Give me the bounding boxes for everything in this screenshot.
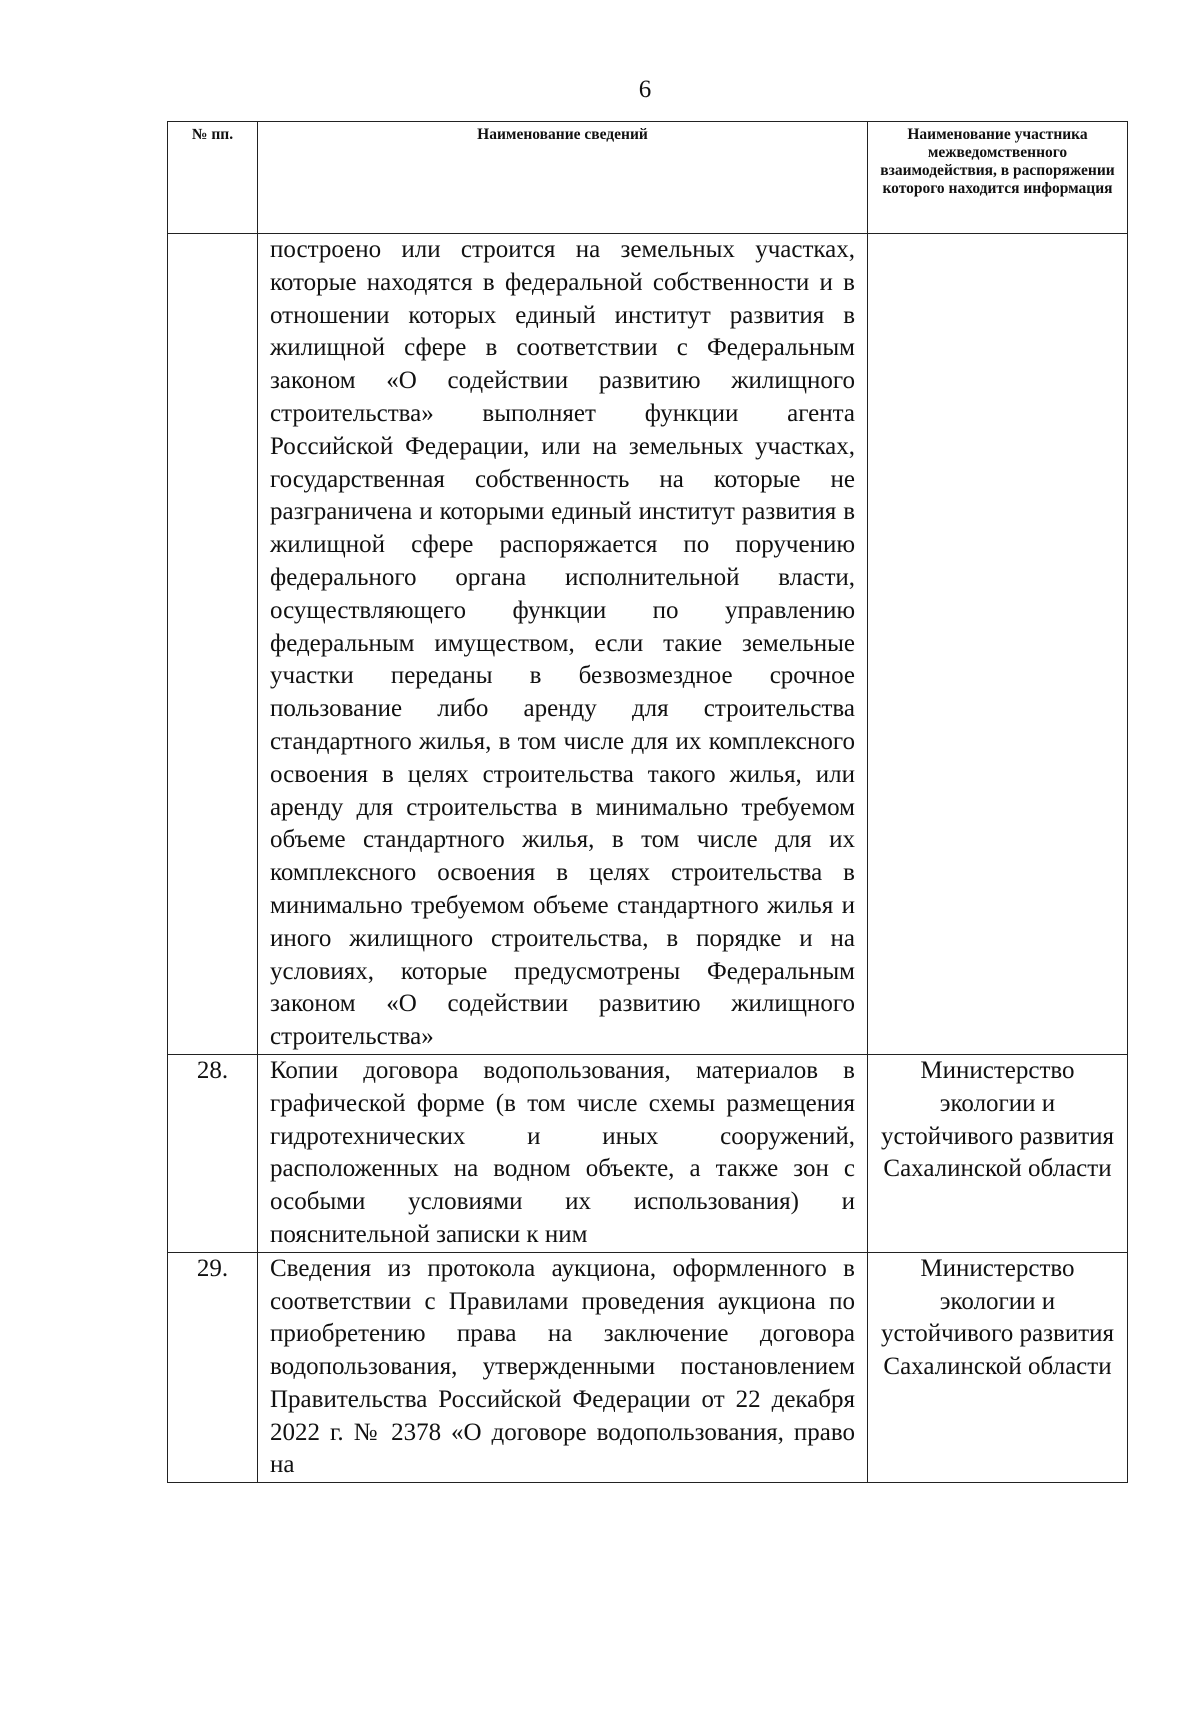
row-participant: Министерство экологии и устойчивого развития Сахалинской области [868, 1054, 1128, 1252]
table-row [168, 234, 1128, 1055]
row-info: построено или строится на земельных участках, которые находятся в федеральной собственности и в отношении которых единый институт развития в жилищной сфере в соответствии с Федеральным законом «О содействии развитию жилищного строительства» выполняет функции агента Российской Федерации, или на земельных участках, государственная собственность на которые не разграничена и которыми единый институт развития в жилищной сфере распоряжается по поручению федерального органа исполнительной власти, осуществляющего функции по управлению федеральным имуществом, если такие земельные участки переданы в безвозмездное срочное пользование либо аренду для строительства стандартного жилья, в том числе для их комплексного освоения в целях строительства такого жилья, или аренду для строительства в минимально требуемом объеме стандартного жилья, в том числе для их комплексного освоения в целях строительства в минимально требуемом объеме стандартного жилья и иного жилищного строительства, в порядке и на условиях, которые предусмотрены Федеральным законом «О содействии развитию жилищного строительства» [258, 234, 868, 1055]
table-header-row [168, 122, 1128, 234]
page-number: 6 [638, 76, 652, 103]
row-participant: Министерство экологии и устойчивого развития Сахалинской области [868, 1252, 1128, 1483]
row-participant [868, 234, 1128, 1055]
header-info-name: Наименование сведений [258, 122, 868, 234]
header-number: № пп. [168, 122, 258, 234]
table-row [168, 1252, 1128, 1483]
information-table [167, 121, 1128, 1483]
header-participant: Наименование участника межведомственного взаимодействия, в распоряжении которого находится информация [868, 122, 1128, 234]
row-number: 29. [168, 1252, 258, 1483]
table-row [168, 1054, 1128, 1252]
row-info: Сведения из протокола аукциона, оформленного в соответствии с Правилами проведения аукциона по приобретению права на заключение договора водопользования, утвержденными постановлением Правительства Российской Федерации от 22 декабря 2022 г. № 2378 «О договоре водопользования, право на [258, 1252, 868, 1483]
row-number [168, 234, 258, 1055]
row-info: Копии договора водопользования, материалов в графической форме (в том числе схемы размещения гидротехнических и иных сооружений, расположенных на водном объекте, а также зон с особыми условиями их использования) и пояснительной записки к ним [258, 1054, 868, 1252]
row-number: 28. [168, 1054, 258, 1252]
